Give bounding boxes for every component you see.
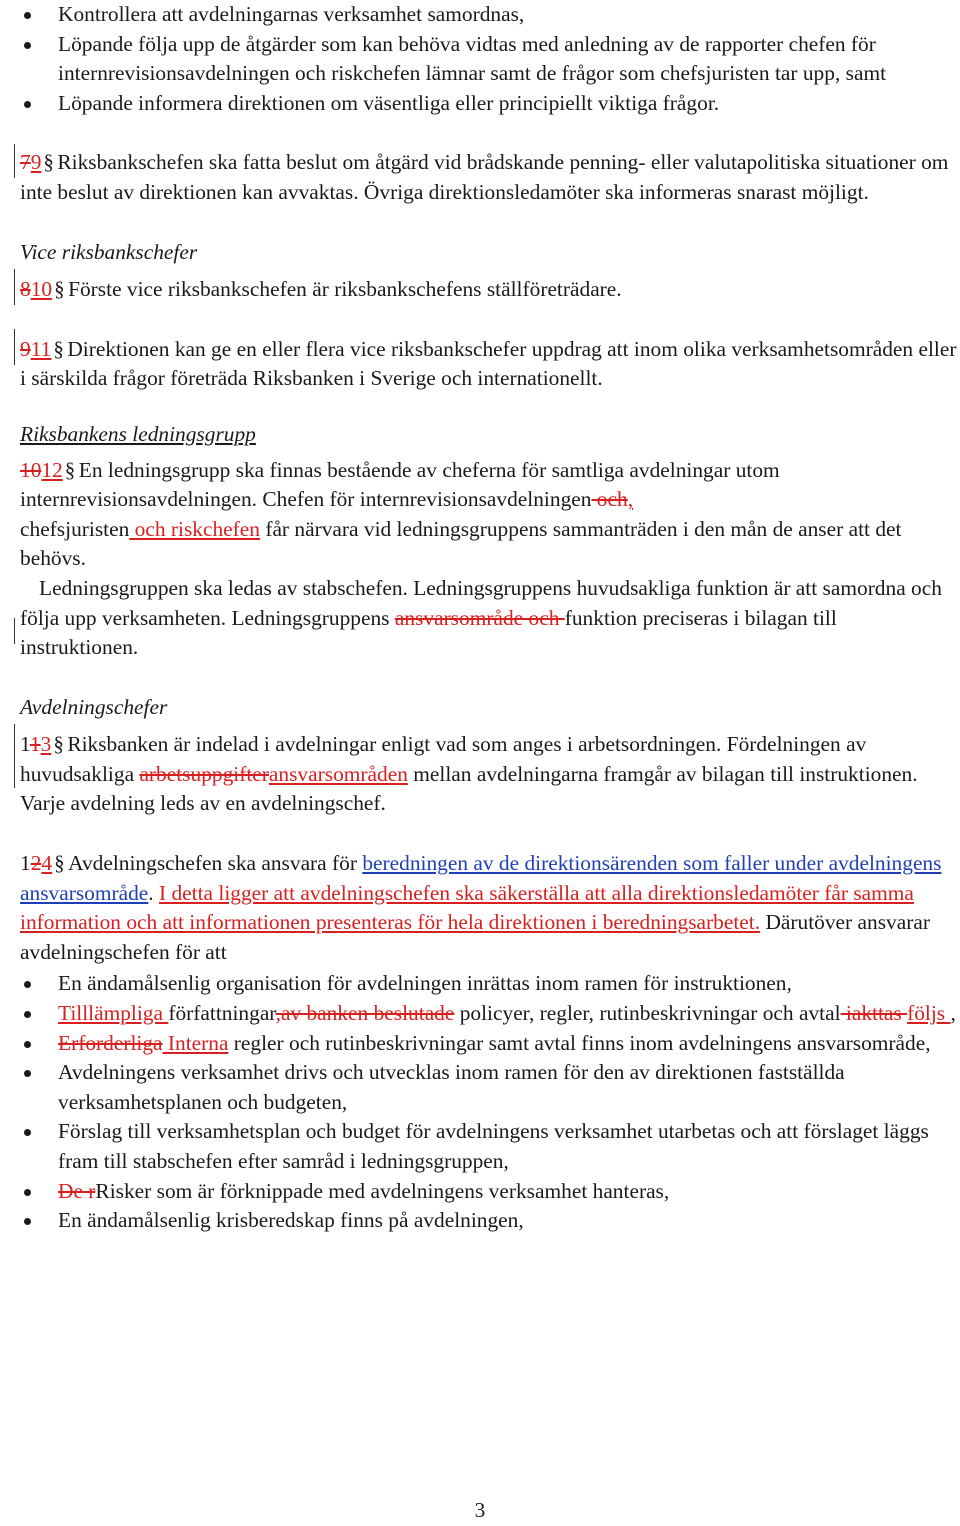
section-icon	[54, 339, 64, 361]
paragraph-text: En ledningsgrupp ska finnas bestående av cheferna för samtliga avdelningar utom internrevisionsavdelningen. Chefen för internrevisionsavdelningen	[20, 457, 780, 512]
number-inserted: 4	[41, 851, 53, 876]
paragraph-text: Direktionen kan ge en eller flera vice riksbankschefer uppdrag att inom olika verksamhetsområden eller i särskilda frågor företräda Riksbanken i Sverige och internationellt.	[20, 336, 957, 391]
list-text: regler och rutinbeskrivningar samt avtal finns inom avdelningens ansvarsområde,	[228, 1030, 931, 1055]
paragraph-10	[20, 275, 960, 305]
number-deleted: 1	[29, 732, 41, 757]
number-inserted: 11	[30, 336, 52, 361]
deleted-text: och	[591, 487, 628, 512]
paragraph-text: Förste vice riksbankschefen är riksbankschefens ställföreträdare.	[68, 277, 622, 302]
number-deleted: 10	[20, 457, 42, 482]
number-inserted: 3	[40, 732, 52, 757]
inserted-text: följs	[907, 1001, 951, 1026]
deleted-text: ansvarsområde och	[394, 605, 565, 630]
inserted-text: Interna	[162, 1030, 229, 1055]
section-icon	[44, 152, 54, 174]
section-icon	[66, 460, 76, 482]
list-item: En ändamålsenlig organisation för avdelningen inrättas inom ramen för instruktionen,	[20, 969, 960, 999]
section-icon	[55, 853, 65, 875]
paragraph-text: .	[148, 880, 154, 905]
deleted-text: De r	[58, 1178, 96, 1203]
list-text: ,	[950, 1001, 956, 1026]
paragraph-text: chefsjuristen	[20, 516, 130, 541]
highlighted-text: beredningen av de direktionsärenden som faller under avdelningens ansvarsområde	[20, 851, 942, 905]
list-item: Löpande följa upp de åtgärder som kan behöva vidtas med anledning av de rapporter chefen för internrevisionsavdelningen och riskchefen lämnar samt de frågor som chefsjuristen tar upp, samt	[20, 30, 960, 89]
paragraph-text: Avdelningschefen ska ansvara för	[68, 851, 357, 876]
change-bar	[14, 724, 15, 788]
inserted-text: I detta ligger att avdelningschefen ska säkerställa att alla direktionsledamöter får samma information och att informationen presenteras för hela direktionen i beredningsarbetet.	[20, 880, 914, 935]
paragraph-text: Riksbankschefen ska fatta beslut om åtgärd vid brådskande penning- eller valutapolitiska situationer om inte beslut av direktionen kan avvaktas. Övriga direktionsledamöter ska informeras snarast möjligt.	[20, 150, 949, 204]
number-prefix: 1	[20, 851, 31, 876]
page-number: 3	[474, 1498, 486, 1522]
number-inserted: 10	[30, 277, 53, 302]
list-item	[20, 1029, 960, 1059]
heading-ledningsgrupp: Riksbankens ledningsgrupp	[20, 421, 256, 446]
list-item	[20, 999, 960, 1029]
paragraph-text: får närvara vid ledningsgruppens sammanträden i den mån de anser att det behövs.	[20, 516, 902, 571]
number-deleted: 2	[30, 851, 42, 876]
section-icon	[55, 279, 65, 301]
paragraph-11	[20, 335, 960, 394]
deleted-text: arbetsuppgifter	[139, 761, 269, 786]
deleted-text: Erforderliga	[58, 1030, 163, 1055]
number-inserted: 9	[30, 150, 42, 175]
list-item: En ändamålsenlig krisberedskap finns på avdelningen,	[20, 1206, 960, 1236]
heading-vice-riksbankschefer: Vice riksbankschefer	[20, 239, 198, 264]
document-page	[20, 0, 960, 1236]
paragraph-text: mellan avdelningarna framgår av bilagan till instruktionen. Varje avdelning leds av en avdelningschef.	[20, 761, 918, 816]
change-bar	[14, 618, 15, 644]
number-deleted: 9	[20, 336, 31, 361]
paragraph-9	[20, 148, 960, 207]
list-item: Löpande informera direktionen om väsentliga eller principiellt viktiga frågor.	[20, 89, 960, 119]
inserted-text: Tilllämpliga	[58, 1001, 169, 1026]
paragraph-13	[20, 730, 960, 819]
list-text: policyer, regler, rutinbeskrivningar och avtal	[454, 1001, 841, 1026]
change-bar	[14, 329, 15, 365]
heading-avdelningschefer: Avdelningschefer	[20, 694, 168, 719]
change-bar	[14, 269, 15, 305]
list-text: författningar	[168, 1001, 276, 1026]
responsibility-list	[20, 969, 960, 1235]
number-deleted: 7	[20, 150, 31, 175]
deleted-text: ,av banken beslutade	[275, 1001, 455, 1026]
number-deleted: 8	[20, 277, 31, 302]
inserted-text: och riskchefen	[129, 516, 260, 541]
list-text: Risker som är förknippade med avdelningens verksamhet hanteras,	[95, 1178, 670, 1203]
paragraph-14	[20, 849, 960, 967]
inserted-text: ansvarsområden	[268, 761, 408, 786]
list-item: Förslag till verksamhetsplan och budget för avdelningens verksamhet utarbetas och att förslaget läggs fram till stabschefen efter samråd i ledningsgruppen,	[20, 1117, 960, 1176]
paragraph-12	[20, 456, 960, 574]
number-prefix: 1	[20, 732, 30, 757]
inserted-text: ,	[627, 487, 634, 512]
paragraph-text: Riksbanken är indelad i avdelningar enligt vad som anges i arbetsordningen. Fördelningen av huvudsakliga	[20, 732, 867, 786]
list-item	[20, 1177, 960, 1207]
top-bullet-list	[20, 0, 960, 118]
number-inserted: 12	[41, 457, 63, 482]
paragraph-text: Ledningsgruppen ska ledas av stabschefen. Ledningsgruppens huvudsakliga funktion är att samordna och följa upp verksamheten. Ledningsgruppens	[20, 575, 942, 630]
section-icon	[54, 734, 64, 756]
paragraph-text: Därutöver ansvarar avdelningschefen för att	[20, 910, 930, 964]
change-bar	[14, 144, 15, 178]
list-item: Avdelningens verksamhet drivs och utvecklas inom ramen för den av direktionen fastställda verksamhetsplanen och budgeten,	[20, 1058, 960, 1117]
list-item: Kontrollera att avdelningarnas verksamhet samordnas,	[20, 0, 960, 30]
paragraph-12-continued	[20, 574, 960, 663]
deleted-text: iakttas	[840, 1001, 908, 1026]
paragraph-text: funktion preciseras i bilagan till instruktionen.	[20, 605, 837, 660]
